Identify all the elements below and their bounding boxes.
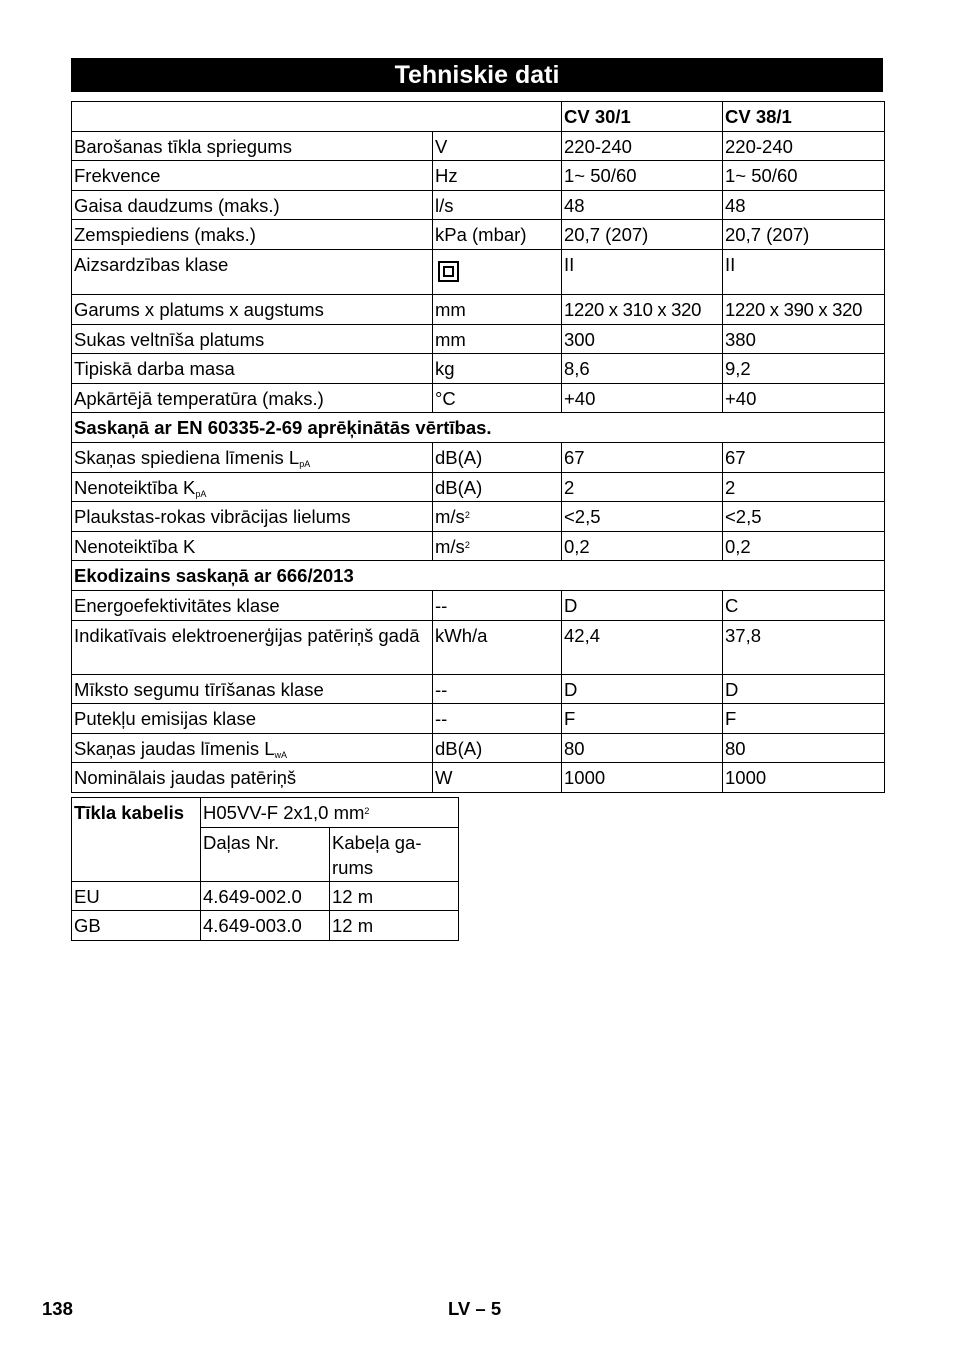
row-value-1: 1000 [562, 763, 723, 793]
cable-part-number: 4.649-003.0 [201, 911, 330, 941]
table-row [72, 472, 885, 502]
row-label: Energoefektivitātes klase [72, 590, 433, 620]
row-unit [433, 249, 562, 294]
row-value-1: 80 [562, 733, 723, 763]
table-row [72, 324, 885, 354]
cable-length: 12 m [330, 911, 459, 941]
table-row [72, 674, 885, 704]
row-value-2: 1000 [723, 763, 885, 793]
section-row [72, 413, 885, 443]
row-value-1: 2 [562, 472, 723, 502]
table-row [72, 704, 885, 734]
cable-header-row [72, 798, 459, 828]
header-empty-cell [72, 102, 562, 132]
row-unit: kg [433, 354, 562, 384]
cable-label: Tīkla kabelis [72, 798, 201, 882]
row-label [72, 733, 433, 763]
row-value-1: 0,2 [562, 531, 723, 561]
table-row [72, 294, 885, 324]
table-row [72, 911, 459, 941]
row-value-2: II [723, 249, 885, 294]
row-value-2: +40 [723, 383, 885, 413]
cable-part-number: 4.649-002.0 [201, 881, 330, 911]
row-unit: dB(A) [433, 733, 562, 763]
cable-table [71, 797, 459, 941]
row-label [72, 442, 433, 472]
row-value-1: 8,6 [562, 354, 723, 384]
row-label: Tipiskā darba masa [72, 354, 433, 384]
row-label: Frekvence [72, 161, 433, 191]
table-row [72, 763, 885, 793]
row-label-text: Nenoteiktība K [74, 476, 196, 498]
row-value-2: 1~ 50/60 [723, 161, 885, 191]
row-value-2: 1220 x 390 x 320 [723, 294, 885, 324]
col-part-number: Daļas Nr. [201, 827, 330, 881]
cable-type [201, 798, 459, 828]
table-row [72, 354, 885, 384]
row-unit: V [433, 131, 562, 161]
row-value-1: 300 [562, 324, 723, 354]
row-label-text: Skaņas spiediena līmenis L [74, 446, 300, 468]
section-heading: Ekodizains saskaņā ar 666/2013 [72, 561, 885, 591]
row-label: Zemspiediens (maks.) [72, 220, 433, 250]
row-value-1: +40 [562, 383, 723, 413]
row-value-2: D [723, 674, 885, 704]
row-value-1: D [562, 590, 723, 620]
row-value-1: 20,7 (207) [562, 220, 723, 250]
row-unit-superscript: 2 [464, 539, 470, 550]
row-unit: -- [433, 674, 562, 704]
row-unit [433, 531, 562, 561]
cable-type-text: H05VV-F 2x1,0 mm [203, 802, 365, 823]
table-row [72, 161, 885, 191]
row-label: Apkārtējā temperatūra (maks.) [72, 383, 433, 413]
table-row [72, 502, 885, 532]
row-value-1: <2,5 [562, 502, 723, 532]
row-unit: °C [433, 383, 562, 413]
cable-type-superscript: 2 [364, 806, 370, 816]
row-label: Plaukstas-rokas vibrācijas lielums [72, 502, 433, 532]
row-value-1: II [562, 249, 723, 294]
section-row [72, 561, 885, 591]
row-unit: mm [433, 294, 562, 324]
table-row [72, 442, 885, 472]
row-value-1: 1~ 50/60 [562, 161, 723, 191]
row-value-1: 67 [562, 442, 723, 472]
row-unit: -- [433, 704, 562, 734]
row-label [72, 472, 433, 502]
row-value-2: C [723, 590, 885, 620]
table-row [72, 881, 459, 911]
row-value-2: <2,5 [723, 502, 885, 532]
row-unit: kWh/a [433, 620, 562, 674]
row-unit: -- [433, 590, 562, 620]
table-row [72, 383, 885, 413]
row-unit-text: m/s [435, 506, 465, 528]
row-unit [433, 502, 562, 532]
row-unit-superscript: 2 [464, 510, 470, 521]
row-value-1: 42,4 [562, 620, 723, 674]
model-2-header: CV 38/1 [723, 102, 885, 132]
row-value-1: F [562, 704, 723, 734]
row-unit: mm [433, 324, 562, 354]
cable-region: EU [72, 881, 201, 911]
language-page-label: LV – 5 [448, 1298, 502, 1319]
row-value-2: 67 [723, 442, 885, 472]
protection-class-ii-icon [438, 261, 459, 282]
table-row [72, 620, 885, 674]
row-label: Garums x platums x augstums [72, 294, 433, 324]
row-value-2: 20,7 (207) [723, 220, 885, 250]
spec-table [71, 101, 885, 793]
table-row [72, 220, 885, 250]
row-value-1: 220-240 [562, 131, 723, 161]
col-cable-length: Kabeļa ga-rums [330, 827, 459, 881]
table-row [72, 249, 885, 294]
model-1-header: CV 30/1 [562, 102, 723, 132]
cable-region: GB [72, 911, 201, 941]
row-value-1: 48 [562, 190, 723, 220]
row-value-2: 2 [723, 472, 885, 502]
row-value-2: 0,2 [723, 531, 885, 561]
row-value-2: 48 [723, 190, 885, 220]
row-label: Putekļu emisijas klase [72, 704, 433, 734]
row-label: Indikatīvais elektroenerģijas patēriņš gadā [72, 620, 433, 674]
row-value-2: 220-240 [723, 131, 885, 161]
row-value-2: 37,8 [723, 620, 885, 674]
row-label: Barošanas tīkla spriegums [72, 131, 433, 161]
row-label: Gaisa daudzums (maks.) [72, 190, 433, 220]
row-label-subscript: pA [195, 488, 207, 499]
row-value-1: 1220 x 310 x 320 [562, 294, 723, 324]
row-label: Nominālais jaudas patēriņš [72, 763, 433, 793]
table-row [72, 190, 885, 220]
row-label: Sukas veltnīša platums [72, 324, 433, 354]
row-unit: dB(A) [433, 442, 562, 472]
cable-length: 12 m [330, 881, 459, 911]
page-number: 138 [42, 1298, 73, 1319]
table-row [72, 131, 885, 161]
row-label-subscript: pA [299, 458, 311, 469]
table-row [72, 590, 885, 620]
row-label: Nenoteiktība K [72, 531, 433, 561]
row-value-2: 80 [723, 733, 885, 763]
row-label-text: Skaņas jaudas līmenis L [74, 737, 275, 759]
section-heading: Saskaņā ar EN 60335-2-69 aprēķinātās vērtības. [72, 413, 885, 443]
row-unit: W [433, 763, 562, 793]
row-value-1: D [562, 674, 723, 704]
row-unit: l/s [433, 190, 562, 220]
row-unit-text: m/s [435, 535, 465, 557]
row-unit: dB(A) [433, 472, 562, 502]
row-value-2: F [723, 704, 885, 734]
row-label-subscript: wA [274, 749, 288, 760]
row-label: Mīksto segumu tīrīšanas klase [72, 674, 433, 704]
row-value-2: 380 [723, 324, 885, 354]
row-unit: kPa (mbar) [433, 220, 562, 250]
row-unit: Hz [433, 161, 562, 191]
table-row [72, 733, 885, 763]
table-header-row [72, 102, 885, 132]
row-label: Aizsardzības klase [72, 249, 433, 294]
row-value-2: 9,2 [723, 354, 885, 384]
table-row [72, 531, 885, 561]
page-title: Tehniskie dati [71, 58, 883, 92]
